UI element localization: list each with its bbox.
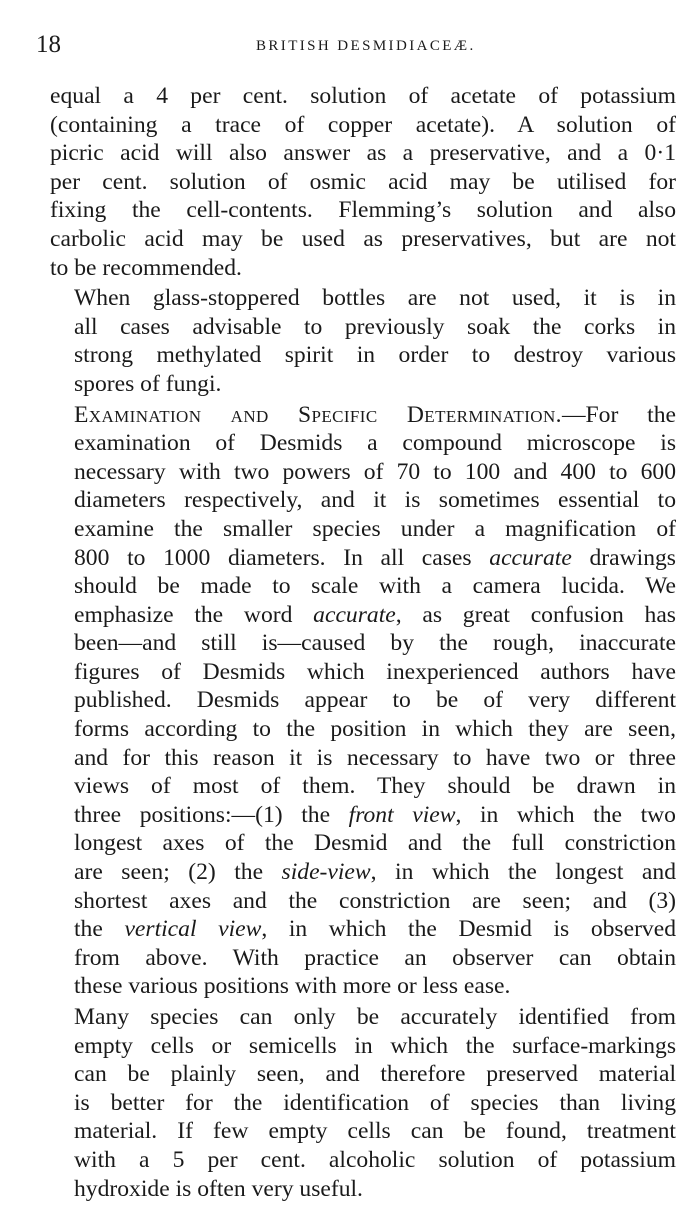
text-line: to be recommended. xyxy=(50,254,242,281)
text-line xyxy=(50,601,676,630)
text-line xyxy=(50,858,676,887)
paragraph-identification xyxy=(50,1003,676,1203)
italic-emphasis: vertical view xyxy=(124,916,262,943)
text-line: picric acid will also answer as a preservative, and a 0·1 xyxy=(50,140,676,167)
text-line: can be plainly seen, and therefore preserved material xyxy=(74,1061,676,1088)
text-fragment: , in which the two xyxy=(455,801,676,828)
text-line: from above. With practice an observer can obtain xyxy=(74,944,676,971)
text-line: is better for the identification of species than living xyxy=(74,1089,676,1116)
text-fragment: drawings xyxy=(571,544,676,571)
text-line: published. Desmids appear to be of very different xyxy=(74,687,676,714)
paragraph-corks xyxy=(50,284,676,398)
text-line: longest axes of the Desmid and the full constriction xyxy=(74,830,676,857)
text-fragment: 800 to 1000 diameters. In all cases xyxy=(74,544,490,571)
text-line: Many species can only be accurately identified from xyxy=(74,1004,676,1030)
text-line: strong methylated spirit in order to destroy various xyxy=(74,342,676,369)
running-head: BRITISH DESMIDIACEÆ. xyxy=(256,38,476,54)
text-fragment: , in which the Desmid is observed xyxy=(261,916,676,943)
page-number: 18 xyxy=(36,31,61,58)
text-line: material. If few empty cells can be found, treatment xyxy=(74,1118,676,1145)
text-line: fixing the cell-contents. Flemming’s solution and also xyxy=(50,197,676,224)
text-line: When glass-stoppered bottles are not used, it is in xyxy=(74,285,676,312)
text-fragment: emphasize the word xyxy=(74,601,314,628)
paragraph-examination xyxy=(50,401,676,1001)
text-line: been—and still is—caused by the rough, inaccurate xyxy=(74,630,676,657)
paragraph-preservatives xyxy=(50,82,676,282)
text-line: all cases advisable to previously soak the corks in xyxy=(74,313,676,340)
italic-emphasis: accurate xyxy=(489,544,572,571)
text-line: views of most of them. They should be drawn in xyxy=(74,773,676,800)
text-fragment: , as great confusion has xyxy=(395,601,676,628)
body-text xyxy=(50,82,676,1205)
text-line: examine the smaller species under a magnification of xyxy=(74,515,676,542)
text-line: examination of Desmids a compound microscope is xyxy=(74,430,676,457)
text-line: diameters respectively, and it is sometimes essential to xyxy=(74,487,676,514)
text-line: should be made to scale with a camera lucida. We xyxy=(74,573,676,600)
text-line: these various positions with more or less ease. xyxy=(74,973,511,1000)
text-fragment: —For the xyxy=(561,401,676,428)
italic-emphasis: accurate xyxy=(313,601,396,628)
italic-emphasis: front view xyxy=(348,801,456,828)
text-line: figures of Desmids which inexperienced authors have xyxy=(74,658,676,685)
text-line: (containing a trace of copper acetate). A solution of xyxy=(50,111,676,138)
text-line: carbolic acid may be used as preservatives, but are not xyxy=(50,225,676,252)
text-fragment: , in which the longest and xyxy=(370,859,676,886)
text-fragment: three positions:—(1) the xyxy=(74,801,349,828)
text-line xyxy=(50,801,676,830)
text-line: per cent. solution of osmic acid may be utilised for xyxy=(50,168,676,195)
italic-emphasis: side-view xyxy=(281,859,371,886)
text-line: with a 5 per cent. alcoholic solution of potassium xyxy=(74,1146,676,1173)
text-line: hydroxide is often very useful. xyxy=(74,1175,363,1202)
text-line xyxy=(50,915,676,944)
text-line: and for this reason it is necessary to have two or three xyxy=(74,744,676,771)
page-header xyxy=(36,28,668,64)
text-line: necessary with two powers of 70 to 100 and 400 to 600 xyxy=(74,458,676,485)
text-line: empty cells or semicells in which the surface-markings xyxy=(74,1032,676,1059)
text-line: spores of fungi. xyxy=(74,370,222,397)
text-line: forms according to the position in which they are seen, xyxy=(74,716,676,743)
text-line xyxy=(50,544,676,573)
text-fragment: are seen; (2) the xyxy=(74,859,282,886)
text-line: shortest axes and the constriction are seen; and (3) xyxy=(74,887,676,914)
text-fragment: the xyxy=(74,916,125,943)
text-line: equal a 4 per cent. solution of acetate of potassium xyxy=(50,83,676,109)
text-line xyxy=(50,401,676,430)
section-heading: Examination and Specific Determination. xyxy=(74,401,562,428)
